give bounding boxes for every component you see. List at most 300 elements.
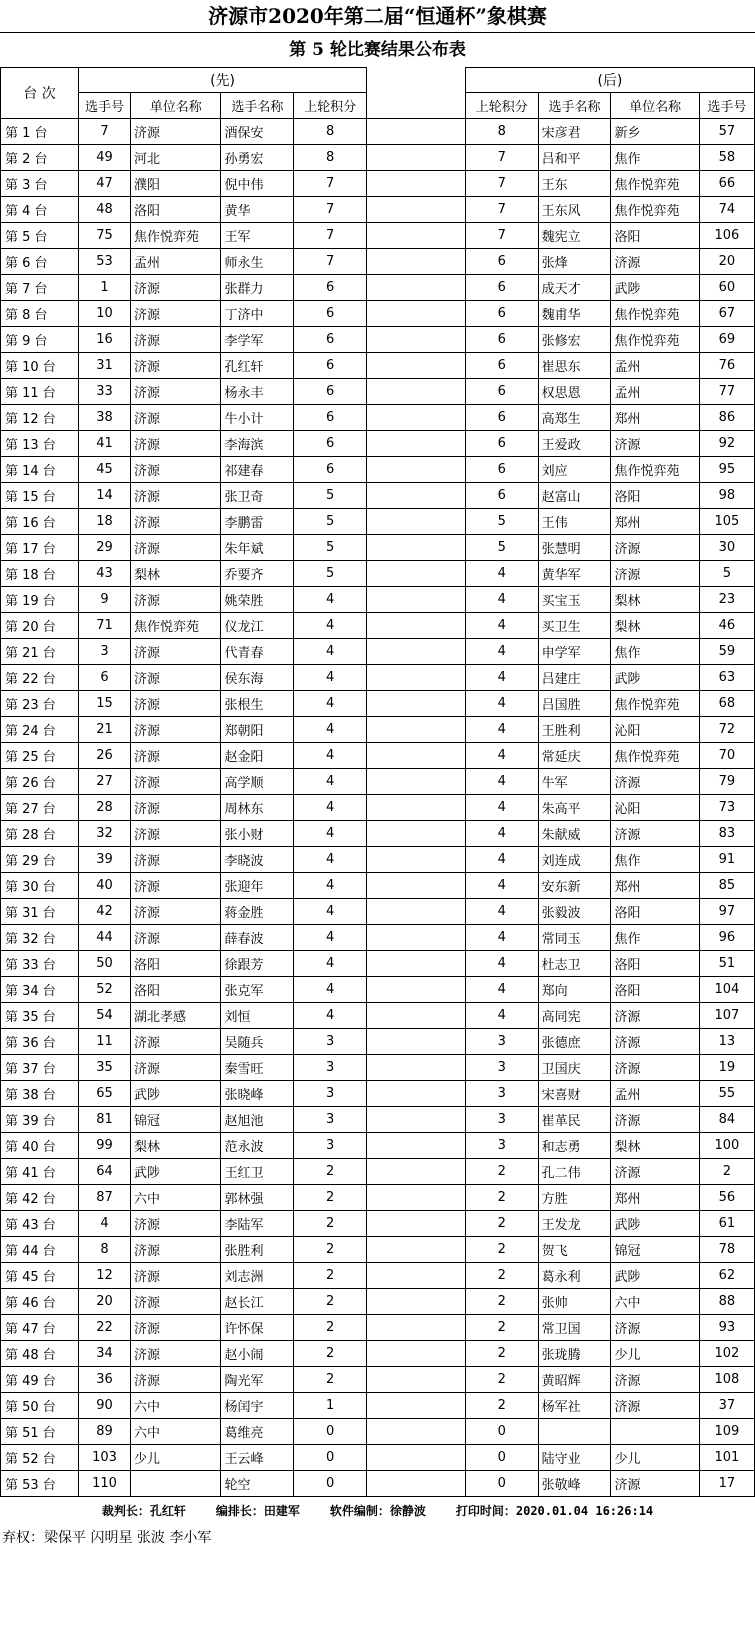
second-player-score: 2 [465,1211,538,1237]
first-player-name: 王军 [221,223,294,249]
first-player-unit: 济源 [131,769,221,795]
second-player-number: 86 [699,405,754,431]
first-player-unit: 武陟 [131,1081,221,1107]
second-player-number: 2 [699,1159,754,1185]
table-row [1,353,755,379]
first-player-score: 3 [294,1133,367,1159]
second-player-score: 6 [465,275,538,301]
second-player-unit: 郑州 [611,509,699,535]
table-number: 第 35 台 [1,1003,79,1029]
second-player-unit: 六中 [611,1289,699,1315]
table-row [1,925,755,951]
first-player-name: 张晓峰 [221,1081,294,1107]
second-player-name: 卫国庆 [538,1055,611,1081]
first-player-name: 赵长江 [221,1289,294,1315]
first-player-number: 26 [79,743,131,769]
first-player-score: 0 [294,1471,367,1497]
second-player-name: 赵富山 [538,483,611,509]
first-player-unit: 济源 [131,1237,221,1263]
first-player-unit: 武陟 [131,1159,221,1185]
second-player-number: 93 [699,1315,754,1341]
table-row [1,1185,755,1211]
table-number: 第 20 台 [1,613,79,639]
second-player-number: 62 [699,1263,754,1289]
second-player-name: 成天才 [538,275,611,301]
second-player-score: 5 [465,535,538,561]
first-player-number: 6 [79,665,131,691]
first-player-name: 杨永丰 [221,379,294,405]
second-player-number: 85 [699,873,754,899]
second-player-name: 魏甫华 [538,301,611,327]
second-player-number: 61 [699,1211,754,1237]
second-player-name: 王东 [538,171,611,197]
first-player-number: 35 [79,1055,131,1081]
second-player-number: 68 [699,691,754,717]
first-player-number: 33 [79,379,131,405]
match-result-cell [367,561,466,587]
match-result-cell [367,145,466,171]
table-number: 第 7 台 [1,275,79,301]
first-player-unit: 济源 [131,405,221,431]
second-player-score: 7 [465,197,538,223]
match-result-cell [367,1003,466,1029]
second-player-unit: 焦作悦弈苑 [611,743,699,769]
col-second-score: 上轮积分 [465,93,538,119]
table-number: 第 22 台 [1,665,79,691]
second-player-unit: 沁阳 [611,795,699,821]
second-player-score: 2 [465,1159,538,1185]
table-number: 第 9 台 [1,327,79,353]
second-player-number: 106 [699,223,754,249]
first-player-number: 15 [79,691,131,717]
table-number: 第 50 台 [1,1393,79,1419]
match-result-cell [367,1029,466,1055]
second-player-number: 57 [699,119,754,145]
second-player-score: 4 [465,743,538,769]
table-number-header: 台 次 [1,68,79,119]
first-player-unit: 济源 [131,925,221,951]
table-number: 第 19 台 [1,587,79,613]
first-player-name: 范永波 [221,1133,294,1159]
first-player-number: 21 [79,717,131,743]
second-player-name: 贺飞 [538,1237,611,1263]
footer [0,1497,755,1525]
table-number: 第 28 台 [1,821,79,847]
table-number: 第 25 台 [1,743,79,769]
second-player-number: 23 [699,587,754,613]
table-row [1,561,755,587]
col-second-number: 选手号 [699,93,754,119]
first-player-number: 75 [79,223,131,249]
first-player-score: 4 [294,743,367,769]
first-player-name: 李学军 [221,327,294,353]
col-first-unit: 单位名称 [131,93,221,119]
second-player-number: 19 [699,1055,754,1081]
table-row [1,873,755,899]
match-result-cell [367,405,466,431]
second-player-score: 6 [465,379,538,405]
first-player-number: 9 [79,587,131,613]
second-player-number: 74 [699,197,754,223]
table-row [1,275,755,301]
match-result-cell [367,483,466,509]
second-player-unit: 济源 [611,1107,699,1133]
table-number: 第 5 台 [1,223,79,249]
second-player-unit: 济源 [611,535,699,561]
first-player-name: 李海滨 [221,431,294,457]
second-player-unit: 孟州 [611,379,699,405]
second-player-unit: 新乡 [611,119,699,145]
first-player-unit: 济源 [131,327,221,353]
second-player-unit: 洛阳 [611,223,699,249]
second-player-score: 4 [465,795,538,821]
table-row [1,743,755,769]
first-player-number: 22 [79,1315,131,1341]
first-player-score: 3 [294,1107,367,1133]
first-player-score: 4 [294,795,367,821]
second-player-score: 4 [465,561,538,587]
second-player-number: 67 [699,301,754,327]
second-player-unit: 济源 [611,821,699,847]
second-player-score: 2 [465,1263,538,1289]
first-player-unit: 济源 [131,821,221,847]
table-number: 第 27 台 [1,795,79,821]
first-player-unit: 河北 [131,145,221,171]
match-result-cell [367,1185,466,1211]
match-result-cell [367,1263,466,1289]
first-player-score: 3 [294,1081,367,1107]
first-player-unit: 济源 [131,1315,221,1341]
match-result-cell [367,1367,466,1393]
second-player-number: 77 [699,379,754,405]
second-player-unit: 济源 [611,249,699,275]
second-player-number: 95 [699,457,754,483]
first-player-number: 7 [79,119,131,145]
table-row [1,821,755,847]
first-player-score: 2 [294,1211,367,1237]
first-player-name: 赵旭池 [221,1107,294,1133]
first-player-name: 王云峰 [221,1445,294,1471]
second-player-name: 买宝玉 [538,587,611,613]
first-player-unit: 湖北孝感 [131,1003,221,1029]
second-player-number: 107 [699,1003,754,1029]
table-row [1,717,755,743]
col-first-name: 选手名称 [221,93,294,119]
first-player-name: 高学顺 [221,769,294,795]
second-player-unit: 洛阳 [611,977,699,1003]
print-time-text: 打印时间：2020.01.04 16:26:14 [455,1504,654,1518]
first-player-number: 103 [79,1445,131,1471]
first-player-score: 6 [294,431,367,457]
table-number: 第 24 台 [1,717,79,743]
first-player-number: 29 [79,535,131,561]
second-player-unit: 沁阳 [611,717,699,743]
first-player-name: 许怀保 [221,1315,294,1341]
first-player-score: 4 [294,1003,367,1029]
match-result-cell [367,197,466,223]
first-player-score: 5 [294,483,367,509]
first-player-name: 师永生 [221,249,294,275]
first-player-number: 110 [79,1471,131,1497]
second-player-name: 安东新 [538,873,611,899]
first-player-name: 刘恒 [221,1003,294,1029]
table-row [1,1003,755,1029]
second-player-unit: 济源 [611,1055,699,1081]
second-player-score: 4 [465,977,538,1003]
first-player-score: 7 [294,249,367,275]
second-player-name: 常同玉 [538,925,611,951]
second-player-score: 4 [465,925,538,951]
second-player-group-header: (后) [465,68,754,93]
second-player-name: 张烽 [538,249,611,275]
first-player-name: 祁建春 [221,457,294,483]
first-player-unit: 洛阳 [131,977,221,1003]
second-player-score: 3 [465,1081,538,1107]
first-player-score: 2 [294,1315,367,1341]
second-player-unit: 焦作 [611,145,699,171]
match-result-cell [367,899,466,925]
first-player-score: 2 [294,1159,367,1185]
table-number: 第 38 台 [1,1081,79,1107]
second-player-number: 102 [699,1341,754,1367]
first-player-unit: 少儿 [131,1445,221,1471]
match-result-cell [367,821,466,847]
second-player-score: 3 [465,1107,538,1133]
match-result-cell [367,171,466,197]
first-player-unit [131,1471,221,1497]
second-player-unit: 武陟 [611,275,699,301]
second-player-unit: 梨林 [611,1133,699,1159]
second-player-number: 79 [699,769,754,795]
first-player-number: 8 [79,1237,131,1263]
second-player-score: 7 [465,145,538,171]
table-number: 第 23 台 [1,691,79,717]
second-player-unit: 郑州 [611,1185,699,1211]
second-player-name: 王胜利 [538,717,611,743]
second-player-number: 17 [699,1471,754,1497]
table-row [1,665,755,691]
match-result-cell [367,457,466,483]
table-row [1,223,755,249]
first-player-name: 黄华 [221,197,294,223]
table-number: 第 31 台 [1,899,79,925]
second-player-number: 83 [699,821,754,847]
table-row [1,795,755,821]
first-player-score: 4 [294,925,367,951]
second-player-name: 王伟 [538,509,611,535]
second-player-unit: 焦作悦弈苑 [611,171,699,197]
first-player-name: 乔要齐 [221,561,294,587]
second-player-name: 朱高平 [538,795,611,821]
second-player-name: 吕建庄 [538,665,611,691]
first-player-unit: 济源 [131,665,221,691]
second-player-number: 69 [699,327,754,353]
first-player-number: 81 [79,1107,131,1133]
table-number: 第 53 台 [1,1471,79,1497]
table-row [1,171,755,197]
match-result-cell [367,1055,466,1081]
first-player-name: 张群力 [221,275,294,301]
match-result-cell [367,509,466,535]
second-player-number: 55 [699,1081,754,1107]
second-player-score: 6 [465,431,538,457]
table-number: 第 32 台 [1,925,79,951]
table-number: 第 8 台 [1,301,79,327]
table-number: 第 42 台 [1,1185,79,1211]
software-text: 软件编制：徐静波 [329,1504,426,1518]
second-player-number: 91 [699,847,754,873]
first-player-score: 3 [294,1029,367,1055]
match-result-cell [367,301,466,327]
first-player-number: 39 [79,847,131,873]
first-player-number: 49 [79,145,131,171]
first-player-number: 71 [79,613,131,639]
second-player-name: 郑向 [538,977,611,1003]
table-row [1,405,755,431]
match-result-cell [367,587,466,613]
second-player-name: 买卫生 [538,613,611,639]
first-player-name: 丁济中 [221,301,294,327]
table-number: 第 29 台 [1,847,79,873]
table-row [1,431,755,457]
table-number: 第 4 台 [1,197,79,223]
second-player-unit: 济源 [611,1393,699,1419]
match-result-cell [367,379,466,405]
first-player-score: 5 [294,509,367,535]
first-player-number: 3 [79,639,131,665]
second-player-number: 66 [699,171,754,197]
first-player-name: 李陆军 [221,1211,294,1237]
first-player-number: 18 [79,509,131,535]
first-player-unit: 济源 [131,873,221,899]
second-player-name: 张德庶 [538,1029,611,1055]
second-player-name [538,1419,611,1445]
table-number: 第 36 台 [1,1029,79,1055]
second-player-unit: 焦作 [611,925,699,951]
first-player-name: 李晓波 [221,847,294,873]
second-player-number: 97 [699,899,754,925]
first-player-name: 秦雪旺 [221,1055,294,1081]
match-result-cell [367,1445,466,1471]
second-player-score: 5 [465,509,538,535]
second-player-name: 申学军 [538,639,611,665]
second-player-number: 104 [699,977,754,1003]
second-player-unit: 梨林 [611,613,699,639]
match-result-cell [367,1315,466,1341]
match-result-cell [367,1081,466,1107]
second-player-name: 刘连成 [538,847,611,873]
second-player-unit: 锦冠 [611,1237,699,1263]
table-row [1,1055,755,1081]
first-player-unit: 六中 [131,1419,221,1445]
match-result-cell [367,925,466,951]
first-player-number: 50 [79,951,131,977]
table-number: 第 41 台 [1,1159,79,1185]
first-player-unit: 洛阳 [131,951,221,977]
first-player-name: 张迎年 [221,873,294,899]
second-player-unit: 武陟 [611,1263,699,1289]
first-player-name: 郑朝阳 [221,717,294,743]
second-player-unit: 济源 [611,1315,699,1341]
second-player-name: 王东风 [538,197,611,223]
second-player-number: 72 [699,717,754,743]
match-result-cell [367,1471,466,1497]
first-player-name: 侯东海 [221,665,294,691]
table-number: 第 2 台 [1,145,79,171]
table-number: 第 48 台 [1,1341,79,1367]
table-number: 第 49 台 [1,1367,79,1393]
first-player-score: 8 [294,145,367,171]
table-row [1,1315,755,1341]
table-row [1,483,755,509]
first-player-name: 李鹏雷 [221,509,294,535]
second-player-number: 37 [699,1393,754,1419]
first-player-unit: 济源 [131,847,221,873]
first-player-unit: 济源 [131,691,221,717]
second-player-score: 2 [465,1185,538,1211]
match-result-cell [367,717,466,743]
first-player-score: 2 [294,1341,367,1367]
first-player-score: 4 [294,977,367,1003]
second-player-number: 60 [699,275,754,301]
table-row [1,1445,755,1471]
match-result-cell [367,691,466,717]
second-player-name: 吕和平 [538,145,611,171]
table-number: 第 33 台 [1,951,79,977]
first-player-score: 6 [294,327,367,353]
table-number: 第 43 台 [1,1211,79,1237]
match-result-cell [367,1289,466,1315]
table-number: 第 1 台 [1,119,79,145]
first-player-score: 4 [294,769,367,795]
first-player-unit: 锦冠 [131,1107,221,1133]
match-result-cell [367,249,466,275]
match-result-cell [367,1211,466,1237]
first-player-score: 4 [294,665,367,691]
first-player-score: 2 [294,1237,367,1263]
match-result-cell [367,613,466,639]
table-row [1,1107,755,1133]
second-player-name: 魏宪立 [538,223,611,249]
first-player-unit: 济源 [131,639,221,665]
second-player-name: 张帅 [538,1289,611,1315]
second-player-name: 高郑生 [538,405,611,431]
first-player-score: 2 [294,1289,367,1315]
first-player-number: 20 [79,1289,131,1315]
table-number: 第 46 台 [1,1289,79,1315]
first-player-score: 2 [294,1367,367,1393]
second-player-name: 朱献威 [538,821,611,847]
second-player-score: 4 [465,873,538,899]
first-player-number: 48 [79,197,131,223]
second-player-unit: 郑州 [611,873,699,899]
match-result-cell [367,951,466,977]
second-player-unit: 少儿 [611,1445,699,1471]
first-player-number: 43 [79,561,131,587]
table-row [1,1393,755,1419]
first-player-unit: 济源 [131,899,221,925]
second-player-score: 4 [465,847,538,873]
second-player-name: 张慧明 [538,535,611,561]
first-player-unit: 济源 [131,483,221,509]
first-player-name: 张根生 [221,691,294,717]
referee-text: 裁判长：孔红轩 [101,1504,186,1518]
second-player-score: 4 [465,899,538,925]
first-player-number: 64 [79,1159,131,1185]
first-player-name: 吴随兵 [221,1029,294,1055]
first-player-unit: 济源 [131,535,221,561]
first-player-name: 赵小闹 [221,1341,294,1367]
